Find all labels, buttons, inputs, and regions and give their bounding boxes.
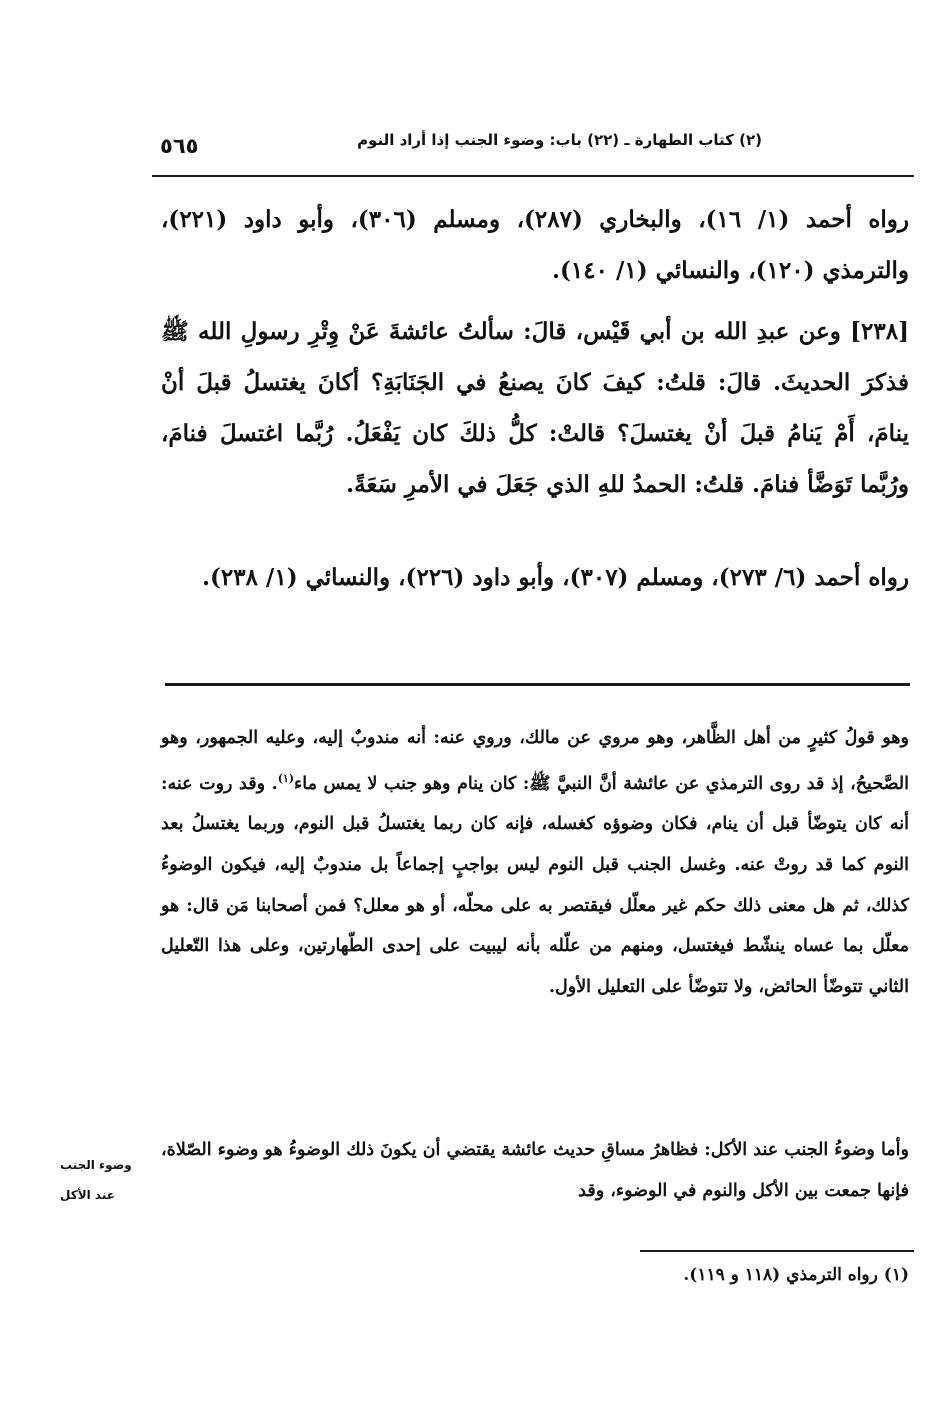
margin-note-line-2: عند الأكل <box>60 1188 115 1202</box>
footnote-1: (١) رواه الترمذي (١١٨ و ١١٩). <box>683 1265 909 1285</box>
commentary-paragraph-1 <box>161 718 909 1008</box>
footnote-rule <box>640 1250 914 1252</box>
hadith-takhrij-text: رواه أحمد (٦/ ٢٧٣)، ومسلم (٣٠٧)، وأبو داود (٢٢٦)، والنسائي (١/ ٢٣٨). <box>201 564 909 591</box>
commentary-text-b: . وقد روت عنه: أنه كان يتوضّأ قبل أن ينام، فكان وضوؤه كغسله، فإنه كان ربما يغتسلُ قبل النوم، وربما يغتسلُ بعد النوم كما قد روتْ عنه. وغسل الجنب قبل النوم ليس بواجبٍ إجماعاً بل مندوبٌ إليه، فيكون الوضوءُ كذلك، ثم هل معنى ذلك حكم غير معلّل فيقتصر به على محلّه، أو هو معلل؟ فمن أصحابنا مَن قال: هو معلّل بما عساه ينشّط فيغتسل، ومنهم من علّله بأنه ليبيت على إحدى الطّهارتين، وعلى هذا التّعليل الثاني تتوضّأ الحائض، ولا تتوضّأ على التعليل الأول. <box>161 773 909 998</box>
footnote-reference[interactable]: (١) <box>277 771 295 785</box>
page-number: ٥٦٥ <box>160 134 199 158</box>
hadith-takhrij <box>161 552 909 603</box>
header-rule <box>152 175 914 177</box>
takhrij-previous-text: رواه أحمد (١/ ١٦)، والبخاري (٢٨٧)، ومسلم (٣٠٦)، وأبو داود (٢٢١)، والترمذي (١٢٠)، والنسائي (١/ ١٤٠). <box>161 206 909 284</box>
running-title: (٢) كتاب الطهارة ـ (٢٢) باب: وضوء الجنب إذا أراد النوم <box>357 131 762 149</box>
commentary-paragraph-2 <box>161 1130 909 1211</box>
takhrij-previous-hadith <box>161 194 909 296</box>
commentary-text-a: وهو قولُ كثيرٍ من أهل الظَّاهر، وهو مروي عن مالك، وروي عنه: أنه مندوبٌ إليه، وعليه الجمهور، وهو الصَّحيحُ، إذ قد روى الترمذي عن عائشة أنَّ النبيَّ ﷺ: كان ينام وهو جنب لا يمس ماء <box>161 728 909 794</box>
commentary-text-c: وأما وضوءُ الجنب عند الأكل: فظاهرُ مساقِ حديث عائشة يقتضي أن يكونَ ذلك الوضوءُ هو وضوء الصّلاة، فإنها جمعت بين الأكل والنوم في الوضوء، وقد <box>161 1140 909 1201</box>
running-header <box>152 128 762 168</box>
margin-note-line-1: وضوء الجنب <box>60 1158 132 1172</box>
hadith-body: [٢٣٨] وعن عبدِ الله بن أبي قَيْس، قالَ: سألتُ عائشةَ عَنْ وِتْرِ رسولِ الله ﷺ فذكرَ الحديثَ. قالَ: قلتُ: كيفَ كانَ يصنعُ في الجَنَابَةِ؟ أكانَ يغتسلُ قبلَ أنْ ينامَ، أَمْ يَنامُ قبلَ أنْ يغتسلَ؟ قالتْ: كلُّ ذلكَ كان يَفْعَلُ. رُبَّما اغتسلَ فنامَ، ورُبَّما تَوَضَّأ فنامَ. قلتُ: الحمدُ للهِ الذي جَعَلَ في الأمرِ سَعَةً. <box>161 318 909 498</box>
section-separator-rule <box>165 683 910 686</box>
hadith-text <box>161 306 909 510</box>
